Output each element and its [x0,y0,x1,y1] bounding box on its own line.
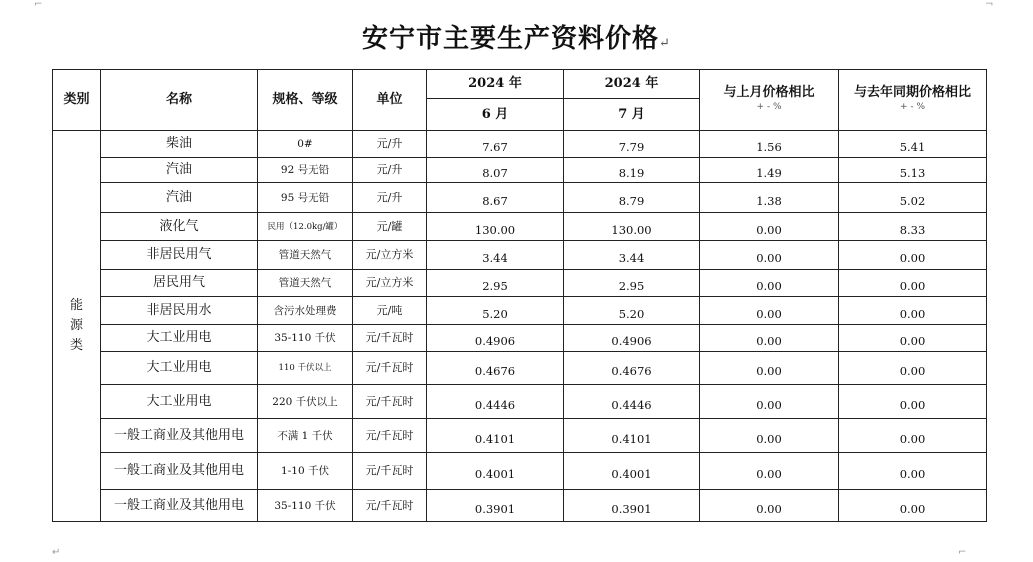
yoy-change-cell: 5.02 [839,183,987,213]
june-price-cell: 0.3901 [427,490,564,522]
june-price-cell: 8.07 [427,158,564,183]
unit-cell: 元/升 [353,158,427,183]
name-cell: 汽油 [101,183,258,213]
unit-cell: 元/千瓦时 [353,385,427,419]
title-text: 安宁市主要生产资料价格 [362,24,660,54]
header-year-july: 2024 年 [564,70,700,99]
june-price-cell: 3.44 [427,241,564,270]
yoy-change-cell: 0.00 [839,270,987,297]
july-price-cell: 130.00 [564,213,700,241]
table-row [53,297,987,325]
header-year-june: 2024 年 [427,70,564,99]
july-price-cell: 7.79 [564,131,700,158]
header-category: 类别 [53,70,101,131]
header-yoy [839,70,987,131]
mom-change-cell: 0.00 [700,325,839,352]
june-price-cell: 0.4446 [427,385,564,419]
name-cell: 柴油 [101,131,258,158]
header-mom-sign: + - % [756,102,782,112]
page-corner-mark-top-right: ¬ [985,0,994,10]
table-row [53,453,987,490]
header-mom-label: 与上月价格相比 [723,85,815,100]
table-row [53,131,987,158]
category-char: 源 [69,318,83,333]
header-unit: 单位 [353,70,427,131]
yoy-change-cell: 0.00 [839,385,987,419]
july-price-cell: 8.19 [564,158,700,183]
spec-cell: 管道天然气 [258,270,353,297]
spec-cell: 92 号无铅 [258,158,353,183]
name-cell: 一般工商业及其他用电 [101,453,258,490]
table-row [53,158,987,183]
unit-cell: 元/千瓦时 [353,419,427,453]
yoy-change-cell: 5.41 [839,131,987,158]
unit-cell: 元/立方米 [353,270,427,297]
mom-change-cell: 1.56 [700,131,839,158]
spec-cell: 220 千伏以上 [258,385,353,419]
header-spec: 规格、等级 [258,70,353,131]
june-price-cell: 5.20 [427,297,564,325]
category-char: 类 [69,338,83,353]
name-cell: 非居民用气 [101,241,258,270]
mom-change-cell: 0.00 [700,297,839,325]
mom-change-cell: 0.00 [700,213,839,241]
header-row-1 [53,70,987,99]
mom-change-cell: 0.00 [700,270,839,297]
yoy-change-cell: 0.00 [839,297,987,325]
july-price-cell: 0.4001 [564,453,700,490]
name-cell: 大工业用电 [101,385,258,419]
june-price-cell: 0.4676 [427,352,564,385]
mom-change-cell: 0.00 [700,241,839,270]
page-corner-mark-bottom-left: ↵ [52,547,61,558]
header-name: 名称 [101,70,258,131]
name-cell: 一般工商业及其他用电 [101,419,258,453]
june-price-cell: 7.67 [427,131,564,158]
mom-change-cell: 0.00 [700,385,839,419]
paragraph-mark-icon: ↵ [659,36,671,51]
july-price-cell: 0.4101 [564,419,700,453]
unit-cell: 元/罐 [353,213,427,241]
yoy-change-cell: 0.00 [839,419,987,453]
header-month-june: 6 月 [427,99,564,131]
spec-cell: 管道天然气 [258,241,353,270]
table-row [53,325,987,352]
mom-change-cell: 0.00 [700,490,839,522]
unit-cell: 元/升 [353,183,427,213]
unit-cell: 元/吨 [353,297,427,325]
june-price-cell: 130.00 [427,213,564,241]
july-price-cell: 0.3901 [564,490,700,522]
mom-change-cell: 1.49 [700,158,839,183]
spec-cell: 0# [258,131,353,158]
price-table [52,69,987,522]
spec-cell: 含污水处理费 [258,297,353,325]
name-cell: 居民用气 [101,270,258,297]
july-price-cell: 0.4676 [564,352,700,385]
unit-cell: 元/千瓦时 [353,325,427,352]
yoy-change-cell: 0.00 [839,325,987,352]
yoy-change-cell: 0.00 [839,490,987,522]
mom-change-cell: 1.38 [700,183,839,213]
unit-cell: 元/千瓦时 [353,453,427,490]
name-cell: 液化气 [101,213,258,241]
yoy-change-cell: 5.13 [839,158,987,183]
name-cell: 汽油 [101,158,258,183]
page-corner-mark-top-left: ⌐ [34,0,43,10]
header-yoy-label: 与去年同期价格相比 [853,85,971,100]
mom-change-cell: 0.00 [700,453,839,490]
table-row [53,183,987,213]
name-cell: 一般工商业及其他用电 [101,490,258,522]
mom-change-cell: 0.00 [700,352,839,385]
july-price-cell: 3.44 [564,241,700,270]
category-char: 能 [69,298,83,313]
table-row [53,213,987,241]
july-price-cell: 2.95 [564,270,700,297]
spec-cell: 1-10 千伏 [258,453,353,490]
july-price-cell: 8.79 [564,183,700,213]
june-price-cell: 0.4101 [427,419,564,453]
spec-cell: 95 号无铅 [258,183,353,213]
unit-cell: 元/立方米 [353,241,427,270]
july-price-cell: 5.20 [564,297,700,325]
spec-cell: 110 千伏以上 [258,352,353,385]
spec-cell: 35-110 千伏 [258,325,353,352]
spec-cell: 35-110 千伏 [258,490,353,522]
name-cell: 大工业用电 [101,352,258,385]
yoy-change-cell: 0.00 [839,352,987,385]
header-month-july: 7 月 [564,99,700,131]
june-price-cell: 2.95 [427,270,564,297]
header-mom [700,70,839,131]
june-price-cell: 0.4001 [427,453,564,490]
mom-change-cell: 0.00 [700,419,839,453]
table-row [53,241,987,270]
table-row [53,385,987,419]
table-row [53,419,987,453]
header-yoy-sign: + - % [899,102,926,112]
document-title [0,18,1033,55]
yoy-change-cell: 0.00 [839,241,987,270]
name-cell: 非居民用水 [101,297,258,325]
table-row [53,352,987,385]
table-row [53,490,987,522]
spec-cell: 民用（12.0kg/罐） [258,213,353,241]
table-row [53,270,987,297]
page-corner-mark-bottom-right: ⌐ [958,547,967,558]
yoy-change-cell: 0.00 [839,453,987,490]
unit-cell: 元/千瓦时 [353,490,427,522]
yoy-change-cell: 8.33 [839,213,987,241]
category-cell [53,131,101,522]
name-cell: 大工业用电 [101,325,258,352]
spec-cell: 不满 1 千伏 [258,419,353,453]
june-price-cell: 0.4906 [427,325,564,352]
july-price-cell: 0.4446 [564,385,700,419]
unit-cell: 元/千瓦时 [353,352,427,385]
unit-cell: 元/升 [353,131,427,158]
june-price-cell: 8.67 [427,183,564,213]
july-price-cell: 0.4906 [564,325,700,352]
